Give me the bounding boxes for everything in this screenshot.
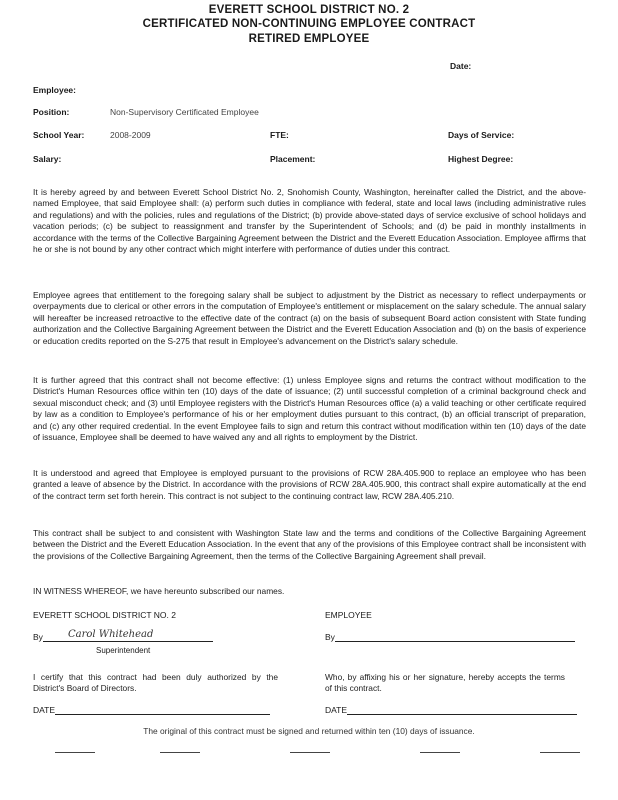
school-year-value: 2008-2009 [110,130,151,140]
superintendent-label: Superintendent [96,646,151,655]
employee-signature-line[interactable] [335,641,575,642]
district-heading: EVERETT SCHOOL DISTRICT NO. 2 [33,610,176,620]
duties-paragraph: It is hereby agreed by and between Everett School District No. 2, Snohomish County, Washington, hereinafter called the District, and the above-named Employee, that said Employee shall: (a) perform such duties in compliance with federal, state and local laws (including administrative rules and regulations) and with the policies, rules and regulations of the District; (b) provide above-stated days of service exclusive of school holidays and vacation periods; (c) be subject to reassignment and transfer by the Superintendent of Schools; and (d) be paid in monthly installments in accordance with the terms of the Collective Bargaining Agreement between the District and the Everett Education Association. Employee affirms that he or she is not bound by any other contract which might interfere with performance of duties under this contract. [33,187,586,255]
effectiveness-paragraph: It is further agreed that this contract shall not become effective: (1) unless Employee signs and returns the contract without modification to the District's Human Resources office within ten (10) days of the date of issuance; (2) until successful completion of a criminal background check and sexual misconduct check; and (3) until Employee registers with the District's Human Resources office (a) a valid teaching or other certificate required by law as a condition to Employee's performance of his or her employment duties pursuant to this contract, (b) an official transcript of preparation, and (c) any other required credential. In the event Employee fails to sign and return this contract without modification within ten (10) days of the date of issuance, Employee shall be deemed to have waived any and all rights to employment by the District. [33,375,586,443]
employee-heading: EMPLOYEE [325,610,372,620]
district-date-line[interactable] [55,714,270,715]
district-certification: I certify that this contract had been duly authorized by the District's Board of Directors. [33,672,278,693]
contract-subtitle: RETIRED EMPLOYEE [248,33,370,45]
contract-title: CERTIFICATED NON-CONTINUING EMPLOYEE CONTRACT [142,18,476,30]
employee-label: Employee: [33,85,76,95]
footer-mark [290,752,330,753]
employee-date-field: DATE [325,705,577,715]
footer-mark [420,752,460,753]
fte-label: FTE: [270,130,289,140]
district-signature: Carol Whitehead [68,629,154,640]
witness-statement: IN WITNESS WHEREOF, we have hereunto subscribed our names. [33,586,285,596]
district-date-field: DATE [33,705,270,715]
position-value: Non-Supervisory Certificated Employee [110,107,259,117]
footer-mark [55,752,95,753]
placement-label: Placement: [270,154,316,164]
district-by-label: By [33,632,213,642]
district-signature-line[interactable] [43,641,213,642]
footer-mark [160,752,200,753]
employee-date-line[interactable] [347,714,577,715]
position-label: Position: [33,107,70,117]
employee-by-label: By [325,632,575,642]
employee-acceptance: Who, by affixing his or her signature, hereby accepts the terms of this contract. [325,672,565,693]
district-title: EVERETT SCHOOL DISTRICT NO. 2 [208,4,410,16]
days-of-service-label: Days of Service: [448,130,515,140]
footer-mark [540,752,580,753]
highest-degree-label: Highest Degree: [448,154,514,164]
return-instructions: The original of this contract must be signed and returned within ten (10) days of issuance. [143,726,475,736]
school-year-label: School Year: [33,130,85,140]
salary-label: Salary: [33,154,62,164]
leave-replacement-paragraph: It is understood and agreed that Employee is employed pursuant to the provisions of RCW 28A.405.900 to replace an employee who has been granted a leave of absence by the District. In accordance with the provisions of RCW 28A.405.900, this contract shall expire automatically at the end of the contract term set forth herein. This contract is not subject to the continuing contract law, RCW 28A.405.210. [33,468,586,501]
bargaining-agreement-paragraph: This contract shall be subject to and consistent with Washington State law and the terms and conditions of the Collective Bargaining Agreement between the District and the Everett Education Association. In the event that any of the provisions of this Employee contract shall be inconsistent with the provisions of the Collective Bargaining Agreement, then the terms of the Collective Bargaining Agreement shall prevail. [33,528,586,561]
date-label: Date: [450,61,472,71]
salary-adjustment-paragraph: Employee agrees that entitlement to the foregoing salary shall be subject to adjustment by the District as necessary to reflect underpayments or overpayments due to clerical or other errors in the computation of Employee's entitlement or misplacement on the salary schedule. The annual salary will hereafter be increased retroactive to the effective date of the contract (a) on the basis of subsequent Board action consistent with State funding authorization and the Collective Bargaining Agreement between the District and the Everett Education Association and (b) on the basis of experience or education credits reported on the S-275 that result in Employee's advancement on the District's salary schedule. [33,290,586,346]
